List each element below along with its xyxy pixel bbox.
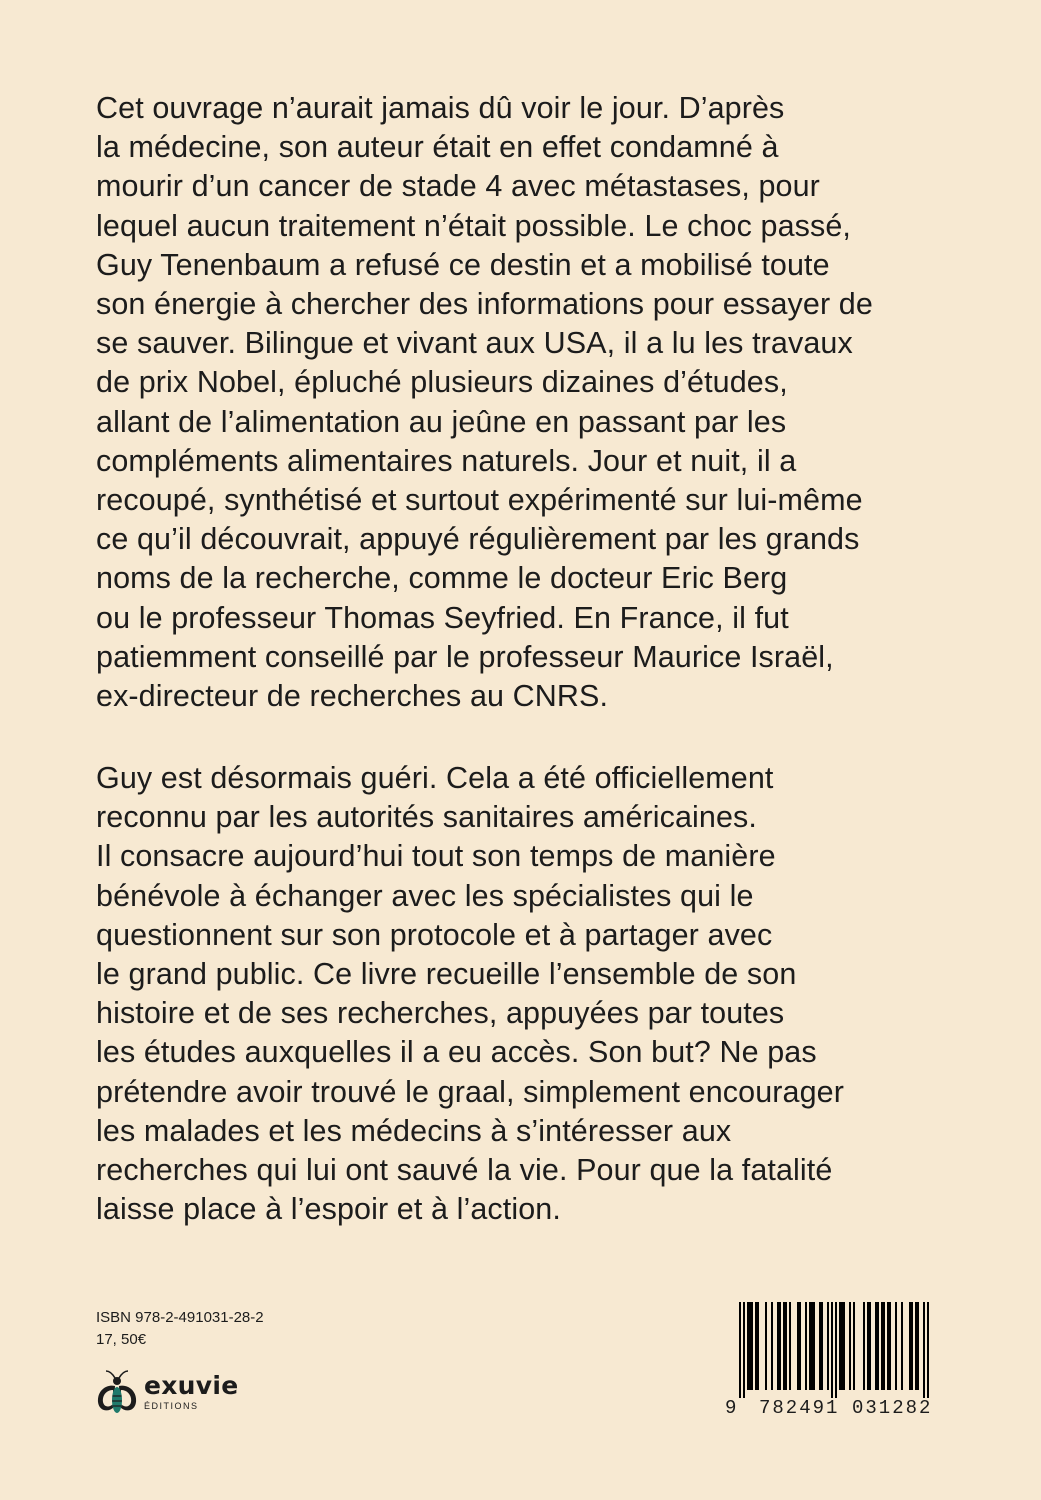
barcode-bar	[749, 1302, 751, 1390]
barcode-bar	[881, 1302, 883, 1390]
text-line: questionnent sur son protocole et à partager avec	[96, 917, 773, 952]
barcode-bar	[883, 1302, 885, 1390]
text-line: laisse place à l’espoir et à l’action.	[96, 1192, 561, 1227]
barcode-bar	[863, 1302, 865, 1390]
barcode-bar	[821, 1302, 823, 1390]
barcode-bar	[811, 1302, 813, 1390]
text-line: ex-directeur de recherches au CNRS.	[96, 679, 609, 714]
barcode-bar	[819, 1302, 821, 1390]
text-line: mourir d’un cancer de stade 4 avec métastases, pour	[96, 169, 820, 204]
barcode-bar	[901, 1302, 903, 1390]
text-line: recherches qui lui ont sauvé la vie. Pour que la fatalité	[96, 1153, 833, 1188]
barcode-guard-bar	[831, 1302, 833, 1398]
barcode-bar	[917, 1302, 919, 1390]
barcode-bar	[889, 1302, 891, 1390]
publisher-subtitle: ÉDITIONS	[144, 1401, 199, 1411]
text-line: bénévole à échanger avec les spécialistes qui le	[96, 878, 754, 913]
text-line: prétendre avoir trouvé le graal, simplement encourager	[96, 1074, 844, 1109]
barcode-bars	[725, 1302, 949, 1398]
barcode-bar	[785, 1302, 787, 1390]
barcode-guard-bar	[923, 1302, 925, 1398]
barcode-bar	[839, 1302, 841, 1390]
text-line: les malades et les médecins à s’intéresser aux	[96, 1113, 732, 1148]
text-line: les études auxquelles il a eu accès. Son but? Ne pas	[96, 1035, 817, 1070]
publisher-name: exuvie	[144, 1371, 239, 1400]
barcode-bar	[797, 1302, 799, 1390]
text-line: Cet ouvrage n’aurait jamais dû voir le jour. D’après	[96, 91, 785, 125]
barcode-bar	[843, 1302, 845, 1390]
text-line: Il consacre aujourd’hui tout son temps de manière	[96, 839, 776, 874]
barcode-bar	[747, 1302, 749, 1390]
text-line: ou le professeur Thomas Seyfried. En France, il fut	[96, 600, 789, 635]
barcode-bar	[755, 1302, 757, 1390]
description-paragraph-2	[96, 759, 976, 1229]
barcode-bar	[789, 1302, 791, 1390]
barcode-bar	[805, 1302, 807, 1390]
barcode-bar	[911, 1302, 913, 1390]
barcode-digits-left: 782491	[759, 1397, 840, 1419]
text-line: Guy est désormais guéri. Cela a été officiellement	[96, 761, 774, 795]
text-line: reconnu par les autorités sanitaires américaines.	[96, 800, 757, 835]
isbn-text: ISBN 978-2-491031-28-2	[96, 1309, 264, 1326]
description-paragraph-1	[96, 89, 976, 716]
barcode-digit-lead: 9	[725, 1397, 737, 1419]
barcode-bar	[757, 1302, 759, 1390]
barcode-bar	[751, 1302, 753, 1390]
barcode-bar	[875, 1302, 877, 1390]
publisher-logo	[94, 1366, 254, 1422]
barcode-bar	[849, 1302, 851, 1390]
barcode-bar	[915, 1302, 917, 1390]
text-line: noms de la recherche, comme le docteur Eric Berg	[96, 561, 788, 596]
barcode-digits-right: 031282	[852, 1397, 933, 1419]
barcode-bar	[783, 1302, 785, 1390]
barcode-bar	[813, 1302, 815, 1390]
barcode-bar	[779, 1302, 781, 1390]
text-line: lequel aucun traitement n’était possible. Le choc passé,	[96, 208, 852, 243]
text-line: de prix Nobel, épluché plusieurs dizaines d’études,	[96, 365, 788, 400]
text-line: histoire et de ses recherches, appuyées par toutes	[96, 996, 785, 1031]
text-line: Guy Tenenbaum a refusé ce destin et a mobilisé toute	[96, 247, 830, 282]
text-line: la médecine, son auteur était en effet condamné à	[96, 130, 779, 165]
barcode-guard-bar	[739, 1302, 741, 1398]
text-line: patiemment conseillé par le professeur Maurice Israël,	[96, 639, 834, 674]
barcode-guard-bar	[743, 1302, 745, 1398]
bee-icon	[94, 1366, 140, 1422]
barcode-bar	[777, 1302, 779, 1390]
barcode-bar	[765, 1302, 767, 1390]
text-line: recoupé, synthétisé et surtout expérimenté sur lui-même	[96, 483, 863, 518]
barcode-bar	[799, 1302, 801, 1390]
book-meta	[96, 1307, 264, 1351]
barcode-guard-bar	[927, 1302, 929, 1398]
text-line: ce qu’il découvrait, appuyé régulièrement par les grands	[96, 522, 860, 557]
price-text: 17, 50€	[96, 1331, 147, 1348]
barcode-bar	[841, 1302, 843, 1390]
barcode-bar	[771, 1302, 773, 1390]
barcode-bar	[895, 1302, 897, 1390]
barcode-bar	[877, 1302, 879, 1390]
barcode-bar	[853, 1302, 855, 1390]
barcode-bar	[809, 1302, 811, 1390]
barcode-guard-bar	[835, 1302, 837, 1398]
isbn-barcode	[725, 1302, 949, 1432]
barcode-bar	[867, 1302, 869, 1390]
text-line: allant de l’alimentation au jeûne en passant par les	[96, 404, 787, 439]
barcode-bar	[887, 1302, 889, 1390]
barcode-bar	[909, 1302, 911, 1390]
barcode-bar	[869, 1302, 871, 1390]
text-line: compléments alimentaires naturels. Jour et nuit, il a	[96, 443, 797, 478]
barcode-bar	[827, 1302, 829, 1390]
text-line: se sauver. Bilingue et vivant aux USA, il a lu les travaux	[96, 326, 853, 361]
text-line: son énergie à chercher des informations pour essayer de	[96, 287, 873, 322]
text-line: le grand public. Ce livre recueille l’ensemble de son	[96, 957, 797, 992]
